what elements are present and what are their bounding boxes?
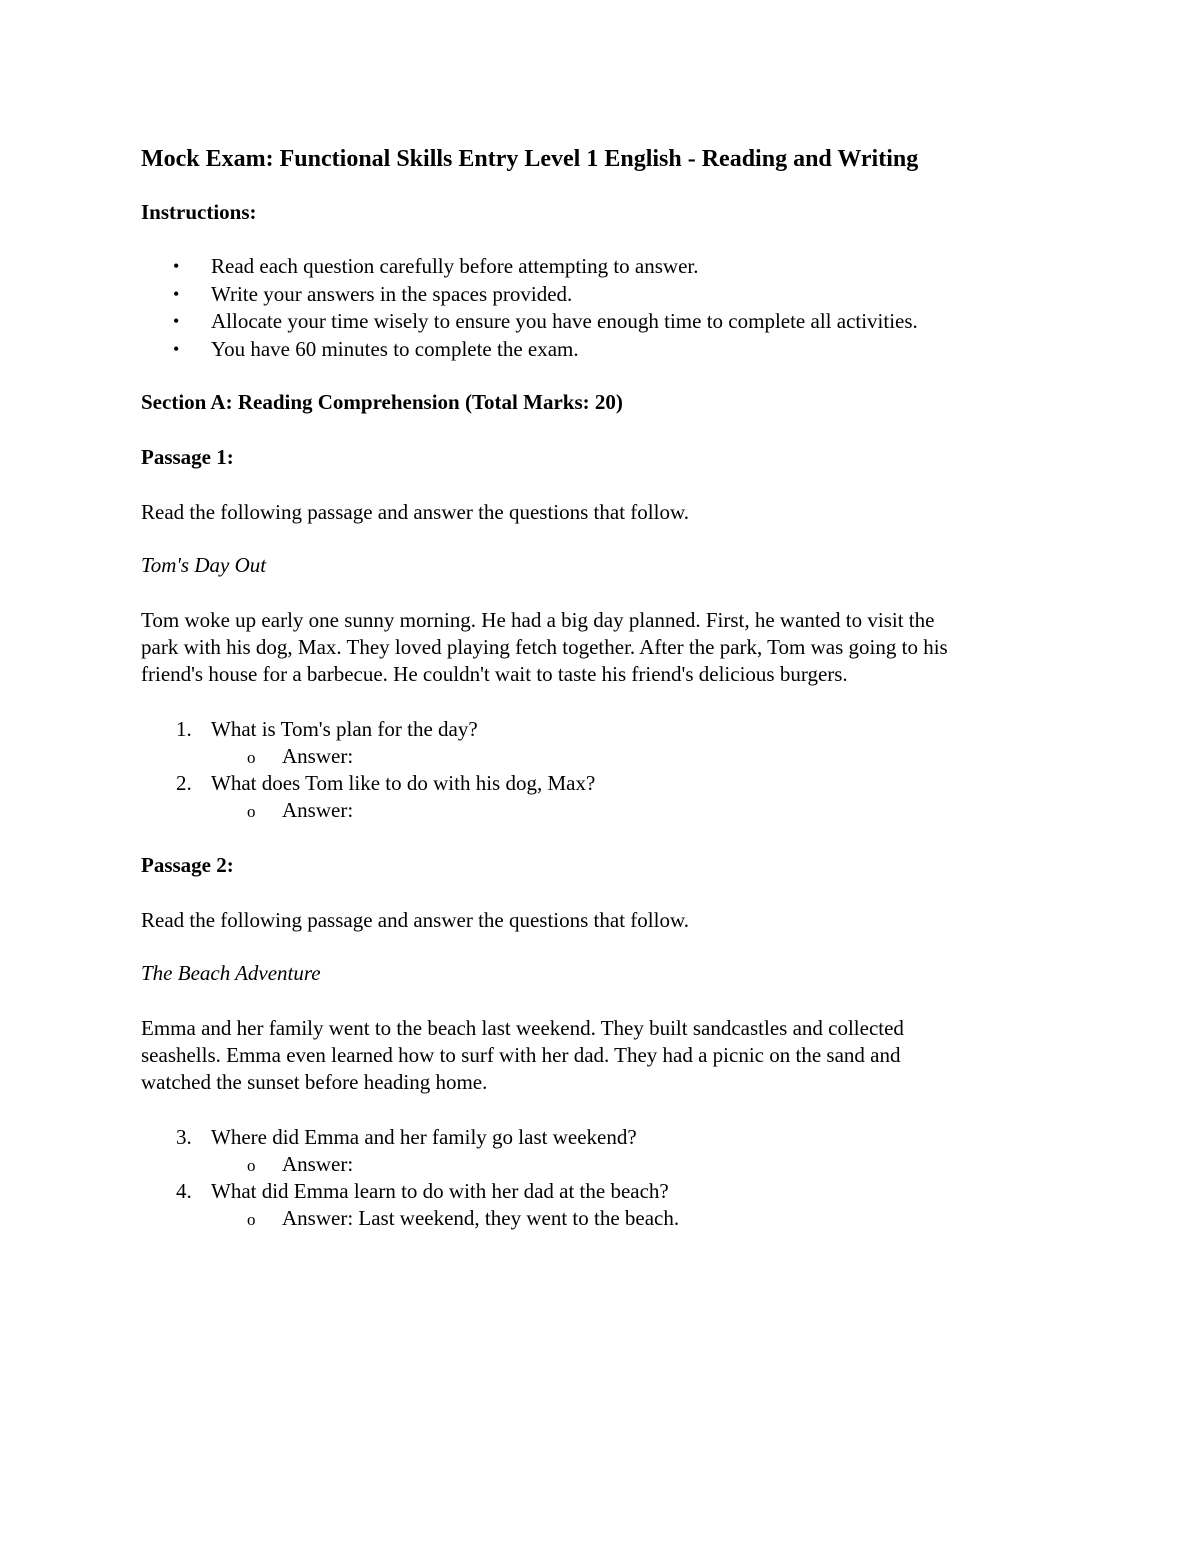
passage-line: park with his dog, Max. They loved playing fetch together. After the park, Tom was going to his [141, 635, 948, 659]
sub-bullet-icon: o [247, 1210, 256, 1229]
passage-1-heading: Passage 1: [141, 445, 234, 469]
instruction-item [141, 308, 1061, 336]
passage-2-body [141, 1015, 1061, 1096]
question-number: 4. [176, 1179, 192, 1203]
question-item [141, 1178, 1061, 1232]
question-text: What does Tom like to do with his dog, Max? [211, 771, 596, 795]
instructions-heading: Instructions: [141, 200, 257, 224]
answer-line [141, 743, 1061, 770]
passage-line: seashells. Emma even learned how to surf with her dad. They had a picnic on the sand and [141, 1043, 901, 1067]
answer-line [141, 797, 1061, 824]
question-item [141, 1124, 1061, 1178]
sub-bullet-icon: o [247, 1156, 256, 1175]
bullet-icon: • [173, 338, 180, 359]
sub-bullet-icon: o [247, 802, 256, 821]
passage-1-intro: Read the following passage and answer the questions that follow. [141, 500, 690, 524]
instructions-list [141, 253, 1061, 363]
question-text: What did Emma learn to do with her dad at the beach? [211, 1179, 669, 1203]
passage-line: Emma and her family went to the beach last weekend. They built sandcastles and collected [141, 1016, 904, 1040]
passage-line: friend's house for a barbecue. He couldn't wait to taste his friend's delicious burgers. [141, 662, 848, 686]
bullet-icon: • [173, 256, 180, 276]
answer-line [141, 1205, 1061, 1232]
question-number: 2. [176, 771, 192, 795]
question-number: 1. [176, 717, 192, 741]
question-text: What is Tom's plan for the day? [211, 717, 478, 741]
bullet-icon: • [173, 311, 180, 331]
instruction-item [141, 253, 1061, 281]
answer-text: Answer: [282, 744, 354, 768]
passage-2-heading: Passage 2: [141, 853, 234, 877]
passage-1-story-title: Tom's Day Out [141, 553, 267, 577]
document-title: Mock Exam: Functional Skills Entry Level 1 English - Reading and Writing [141, 146, 919, 172]
instruction-item [141, 336, 1061, 364]
instruction-text: You have 60 minutes to complete the exam. [211, 336, 579, 361]
answer-text: Answer: [282, 1152, 354, 1176]
bullet-icon: • [173, 283, 180, 304]
instruction-text: Read each question carefully before attempting to answer. [211, 254, 699, 278]
question-item [141, 716, 1061, 770]
instruction-text: Allocate your time wisely to ensure you have enough time to complete all activities. [211, 309, 918, 333]
question-number: 3. [176, 1125, 192, 1149]
answer-line [141, 1151, 1061, 1178]
instruction-text: Write your answers in the spaces provided. [211, 281, 573, 306]
passage-line: Tom woke up early one sunny morning. He had a big day planned. First, he wanted to visit the [141, 608, 935, 632]
section-a-heading: Section A: Reading Comprehension (Total Marks: 20) [141, 390, 623, 414]
sub-bullet-icon: o [247, 748, 256, 767]
answer-text: Answer: Last weekend, they went to the beach. [282, 1206, 680, 1230]
passage-2-story-title: The Beach Adventure [141, 961, 321, 985]
question-item [141, 770, 1061, 824]
passage-1-body [141, 607, 1061, 688]
passage-2-questions [141, 1124, 1061, 1232]
passage-2-intro: Read the following passage and answer the questions that follow. [141, 908, 690, 932]
passage-line: watched the sunset before heading home. [141, 1070, 488, 1094]
question-text: Where did Emma and her family go last weekend? [211, 1125, 637, 1149]
document-page [141, 142, 1061, 1232]
passage-1-questions [141, 716, 1061, 824]
answer-text: Answer: [282, 798, 354, 822]
instruction-item [141, 281, 1061, 309]
